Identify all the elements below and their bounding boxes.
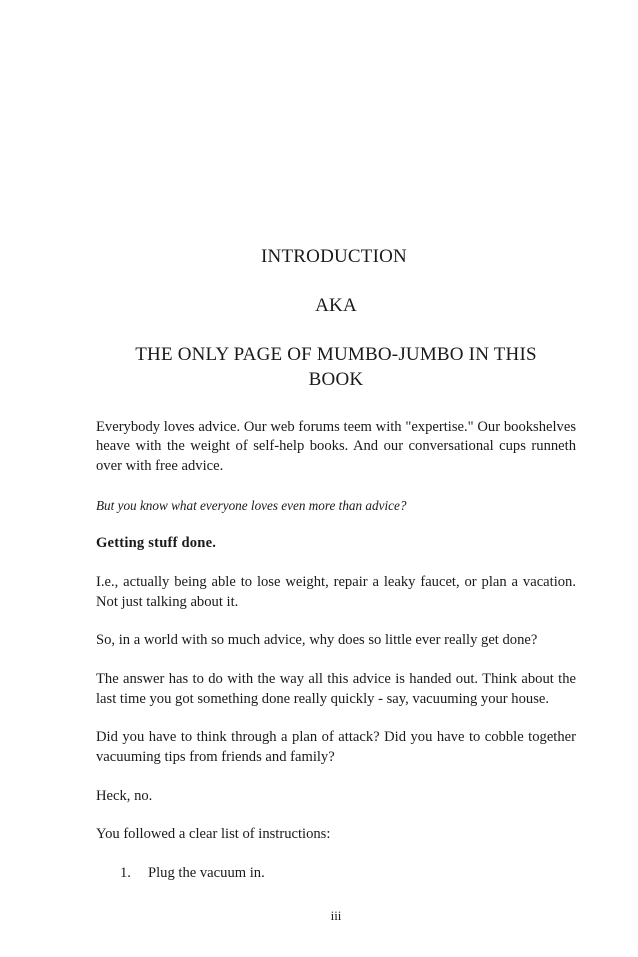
chapter-subtitle-aka: AKA xyxy=(315,295,357,316)
paragraph-3-bold: Getting stuff done. xyxy=(96,535,217,552)
list-item-text: Plug the vacuum in. xyxy=(148,865,265,882)
chapter-subtitle-line-2: BOOK xyxy=(308,369,364,390)
paragraph-8: Heck, no. xyxy=(96,787,153,804)
paragraph-2-italic: But you know what everyone loves even more than advice? xyxy=(96,497,407,513)
body-text xyxy=(96,418,576,884)
chapter-subtitle xyxy=(96,342,576,392)
list-item xyxy=(96,864,576,883)
list-item-number: 1. xyxy=(120,865,131,882)
paragraph-1: Everybody loves advice. Our web forums teem with "expertise." Our bookshelves heave with the weight of self-help books. And our conversational cups runneth over with free advice. xyxy=(96,419,576,474)
chapter-title-text: INTRODUCTION xyxy=(261,246,407,267)
paragraph-5: So, in a world with so much advice, why does so little ever really get done? xyxy=(96,632,538,649)
paragraph-7: Did you have to think through a plan of attack? Did you have to cobble together vacuuming tips from friends and family? xyxy=(96,729,576,765)
instruction-list xyxy=(96,864,576,883)
chapter-title xyxy=(96,244,576,269)
paragraph-4: I.e., actually being able to lose weight, repair a leaky faucet, or plan a vacation. Not just talking about it. xyxy=(96,574,576,610)
paragraph-9: You followed a clear list of instructions: xyxy=(96,826,331,843)
paragraph-6: The answer has to do with the way all this advice is handed out. Think about the last time you got something done really quickly - say, vacuuming your house. xyxy=(96,671,576,707)
page-number: iii xyxy=(330,908,342,923)
chapter-subtitle-line-1: THE ONLY PAGE OF MUMBO-JUMBO IN THIS xyxy=(135,344,537,365)
